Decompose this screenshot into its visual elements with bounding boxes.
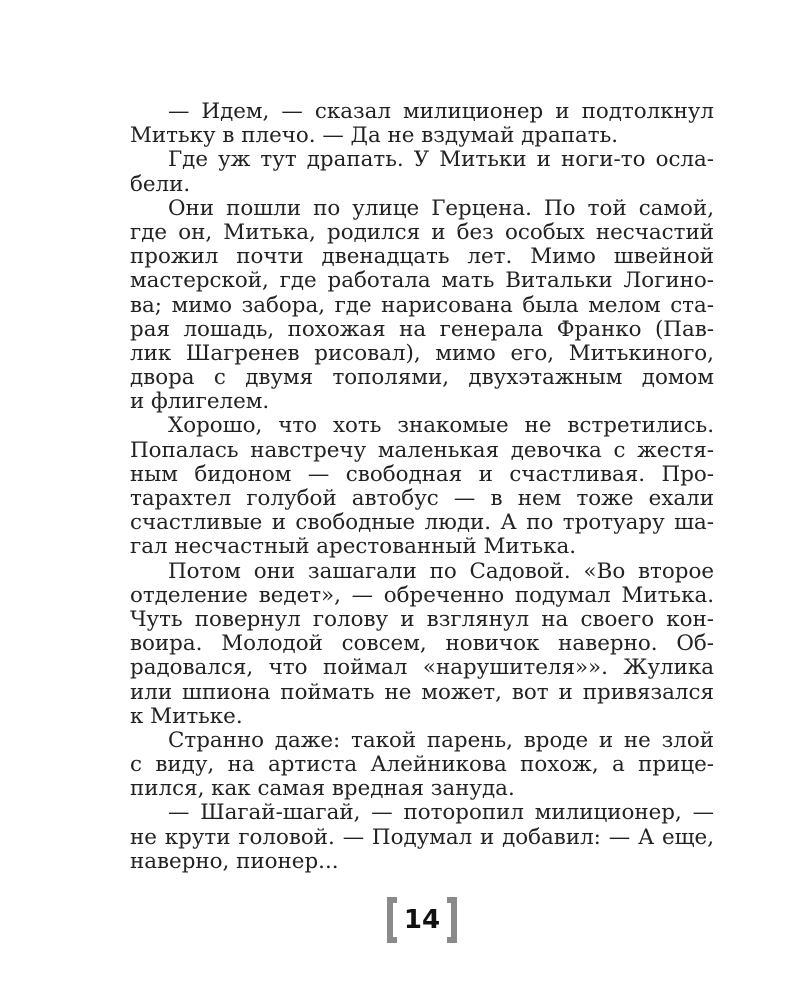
right-bracket-icon <box>447 897 457 943</box>
text-line: и флигелем. <box>130 389 270 415</box>
text-line: ва; мимо забора, где нарисована была мелом ста- <box>130 292 714 318</box>
text-line: прожил почти двенадцать лет. Мимо швейной <box>130 244 714 270</box>
paragraph <box>130 414 714 559</box>
paragraph <box>130 197 714 415</box>
text-line: Странно даже: такой парень, вроде и не злой <box>168 727 714 753</box>
text-line: Они пошли по улице Герцена. По той самой, <box>168 195 714 221</box>
text-line: Хорошо, что хоть знакомые не встретились. <box>168 413 714 439</box>
text-line: радовался, что поймал «нарушителя»». Жулика <box>130 655 714 681</box>
text-line: ным бидоном — свободная и счастливая. Про- <box>130 461 714 487</box>
text-line: Попалась навстречу маленькая девочка с жестя- <box>130 437 714 463</box>
text-line: к Митьке. <box>130 703 243 729</box>
text-line: воира. Молодой совсем, новичок наверно. Об- <box>130 631 714 657</box>
page-body-text <box>130 100 714 874</box>
text-line: — Шагай-шагай, — поторопил милиционер, — <box>168 800 714 826</box>
text-line: тарахтел голубой автобус — в нем тоже ехали <box>130 486 714 511</box>
text-line: Митьку в плечо. — Да не вздумай драпать. <box>130 123 619 149</box>
text-line: лик Шагренев рисовал), мимо его, Митькиного, <box>130 340 714 366</box>
text-line: наверно, пионер... <box>130 848 339 874</box>
page-number-badge <box>387 897 457 943</box>
paragraph <box>130 801 714 874</box>
paragraph <box>130 100 714 148</box>
paragraph <box>130 148 714 196</box>
text-line: рая лошадь, похожая на генерала Франко (Пав- <box>130 316 714 342</box>
text-line: Чуть повернул голову и взглянул на своего кон- <box>130 606 714 632</box>
text-line: двора с двумя тополями, двухэтажным домом <box>130 365 714 391</box>
text-line: Где уж тут драпать. У Митьки и ноги-то осла- <box>168 147 714 173</box>
paragraph <box>130 729 714 802</box>
text-line: отделение ведет», — обреченно подумал Митька. <box>130 582 714 608</box>
text-line: мастерской, где работала мать Витальки Логино- <box>130 268 714 294</box>
text-line: не крути головой. — Подумал и добавил: — А еще, <box>130 824 714 850</box>
text-line: — Идем, — сказал милиционер и подтолкнул <box>168 99 714 124</box>
text-line: где он, Митька, родился и без особых несчастий <box>130 219 714 245</box>
text-line: пился, как самая вредная зануда. <box>130 776 515 802</box>
text-line: или шпиона поймать не может, вот и привязался <box>130 679 714 705</box>
paragraph <box>130 560 714 729</box>
text-line: гал несчастный арестованный Митька. <box>130 534 577 560</box>
text-line: бели. <box>130 171 191 197</box>
left-bracket-icon <box>387 897 397 943</box>
text-line: счастливые и свободные люди. А по тротуару ша- <box>130 510 714 536</box>
page-number: 14 <box>403 905 441 935</box>
text-line: Потом они зашагали по Садовой. «Во второе <box>168 558 714 584</box>
text-line: с виду, на артиста Алейникова похож, а прице- <box>130 752 714 778</box>
